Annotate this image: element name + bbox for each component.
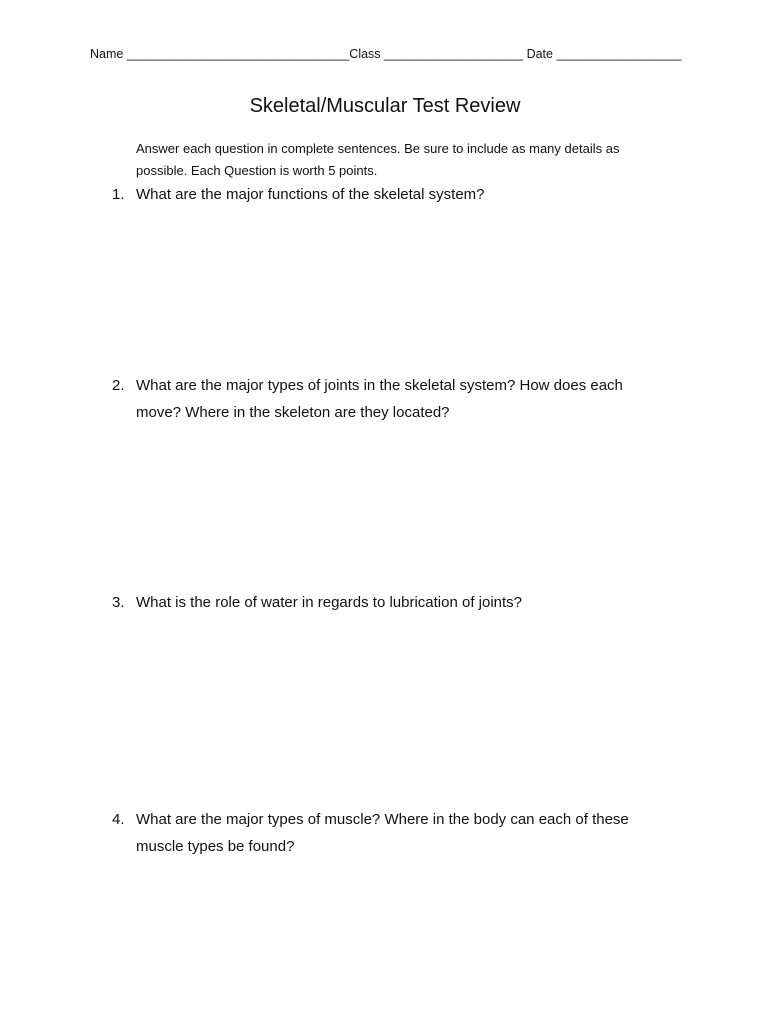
date-label: Date (526, 47, 553, 61)
question-text (136, 181, 692, 208)
question-text (136, 589, 692, 616)
question-number: 3. (112, 594, 125, 611)
name-blank: ________________________________ (126, 47, 350, 61)
page-title: Skeletal/Muscular Test Review (249, 95, 521, 117)
question-2 (112, 372, 692, 426)
question-1 (112, 181, 692, 208)
student-info-line (90, 47, 682, 61)
question-line: What is the role of water in regards to lubrication of joints? (136, 594, 523, 611)
question-line: What are the major types of muscle? Where in the body can each of these (136, 811, 629, 828)
question-3 (112, 589, 692, 616)
question-line: move? Where in the skeleton are they located? (136, 404, 450, 421)
question-line: muscle types be found? (136, 838, 295, 855)
name-label: Name (90, 47, 124, 61)
question-number: 4. (112, 811, 125, 828)
class-blank: ____________________ (384, 47, 524, 61)
class-label: Class (349, 47, 381, 61)
question-number: 1. (112, 186, 125, 203)
date-blank: __________________ (556, 47, 682, 61)
question-number: 2. (112, 377, 125, 394)
question-text (136, 806, 692, 860)
question-line: What are the major functions of the skeletal system? (136, 186, 485, 203)
question-line: What are the major types of joints in the skeletal system? How does each (136, 377, 623, 394)
question-text (136, 372, 692, 426)
question-4 (112, 806, 692, 860)
instructions (136, 138, 676, 182)
instructions-line-2: possible. Each Question is worth 5 points. (136, 163, 378, 178)
instructions-line-1: Answer each question in complete sentences. Be sure to include as many details as (136, 141, 620, 156)
